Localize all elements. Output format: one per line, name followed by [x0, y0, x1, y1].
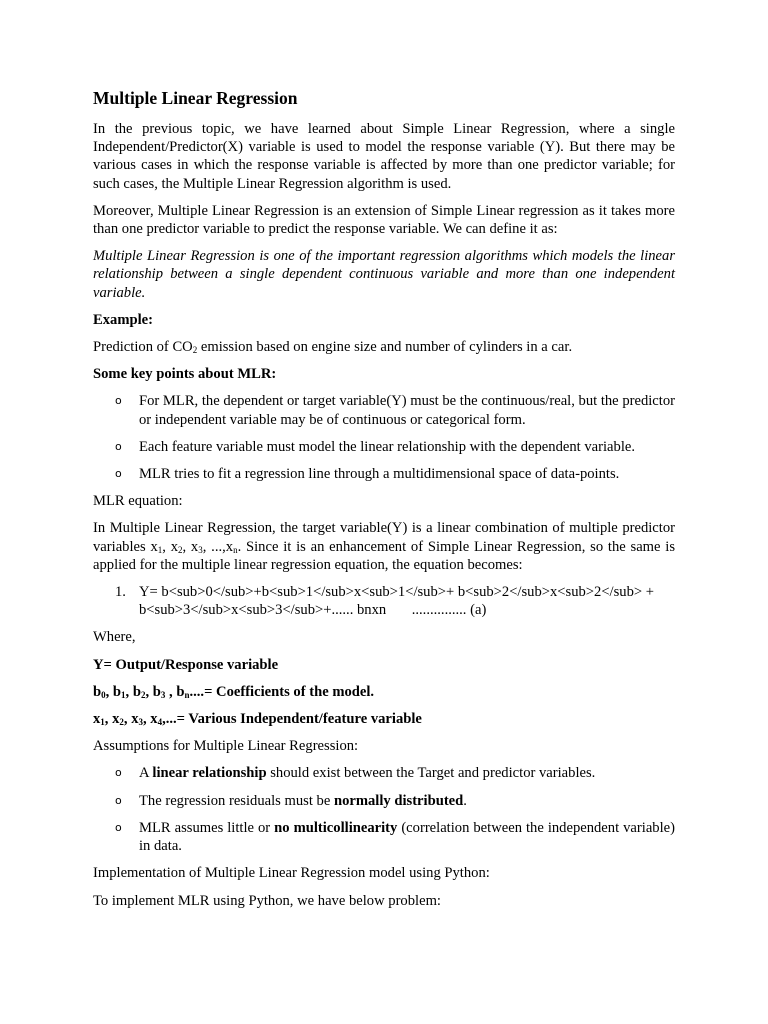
- subscript: 2: [140, 689, 146, 700]
- assumptions-label: Assumptions for Multiple Linear Regression:: [93, 738, 359, 755]
- bullet-icon: o: [115, 820, 122, 834]
- bullet-icon: o: [115, 439, 122, 453]
- equation-intro-paragraph: [93, 519, 675, 574]
- x-def-text: ,...= Various Independent/feature variable: [162, 711, 422, 728]
- example-text-after: emission based on engine size and number of cylinders in a car.: [197, 339, 573, 356]
- list-item: [93, 819, 675, 855]
- coef-text: ....= Coefficients of the model.: [189, 683, 375, 700]
- subscript: 3: [198, 544, 203, 555]
- bullet-icon: o: [115, 766, 122, 780]
- assumption-text: (correlation between the independent variable) in data.: [139, 819, 675, 855]
- example-subscript: 2: [192, 345, 198, 356]
- x-def-text: , x: [142, 711, 158, 728]
- list-item: [93, 465, 675, 483]
- subscript: n: [233, 544, 238, 555]
- list-item: [93, 392, 675, 428]
- subscript: 1: [157, 544, 163, 555]
- list-item: [93, 792, 675, 810]
- key-points-list: [93, 392, 675, 483]
- subscript: 3: [160, 689, 166, 700]
- coef-text: , b: [145, 683, 161, 700]
- coef-text: , b: [165, 683, 185, 700]
- x-def-text: , x: [104, 711, 120, 728]
- bullet-icon: o: [115, 793, 122, 807]
- assumption-text: .: [463, 792, 467, 809]
- subscript: 4: [157, 717, 163, 728]
- equation-intro-text: , x: [162, 538, 178, 555]
- assumption-text: The regression residuals must be: [139, 792, 334, 809]
- definition-paragraph: Multiple Linear Regression is one of the important regression algorithms which models the linear relationship between a single dependent continuous variable and more than one independent variable.: [93, 248, 675, 301]
- coef-text: , b: [125, 683, 141, 700]
- list-item-text: MLR tries to fit a regression line through a multidimensional space of data-points.: [139, 466, 620, 483]
- list-item-text: Each feature variable must model the linear relationship with the dependent variable.: [139, 438, 635, 455]
- implementation-label: Implementation of Multiple Linear Regression model using Python:: [93, 865, 490, 882]
- assumption-emphasis: linear relationship: [152, 765, 267, 782]
- page-title: Multiple Linear Regression: [93, 88, 298, 108]
- subscript: 0: [101, 689, 106, 700]
- x-def-text: x: [93, 711, 101, 728]
- intro-paragraph-1: In the previous topic, we have learned about Simple Linear Regression, where a single Independent/Predictor(X) variable is used to model the response variable (Y). But there may be various cases in which the response variable is affected by more than one predictor variable; for such cases, the Multiple Linear Regression algorithm is used.: [93, 121, 675, 192]
- assumption-text: MLR assumes little or: [139, 819, 275, 836]
- document-page: [93, 86, 675, 919]
- example-paragraph: [93, 338, 675, 356]
- equation-intro-text: , ...,x: [202, 538, 234, 555]
- mlr-equation-label: MLR equation:: [93, 493, 183, 510]
- key-points-heading: Some key points about MLR:: [93, 366, 277, 383]
- subscript: 1: [100, 717, 105, 728]
- bullet-icon: o: [115, 394, 122, 408]
- coef-text: b: [93, 683, 102, 700]
- equation-item: [93, 583, 675, 619]
- where-label: Where,: [93, 629, 136, 646]
- example-text-before: Prediction of CO: [93, 339, 193, 356]
- subscript: 1: [121, 689, 126, 700]
- coefficients-definition: [93, 683, 675, 701]
- assumptions-list: [93, 764, 675, 855]
- assumption-emphasis: normally distributed: [333, 792, 464, 809]
- equation-intro-text: , x: [182, 538, 199, 555]
- x-def-text: , x: [123, 711, 139, 728]
- example-heading: Example:: [93, 311, 153, 328]
- y-definition: Y= Output/Response variable: [93, 656, 279, 673]
- coef-text: , b: [105, 683, 122, 700]
- subscript: 3: [138, 717, 143, 728]
- bullet-icon: o: [115, 467, 122, 481]
- assumption-text: should exist between the Target and predictor variables.: [266, 765, 596, 782]
- problem-label: To implement MLR using Python, we have below problem:: [93, 892, 441, 909]
- equation-intro-text: . Since it is an enhancement of Simple Linear Regression, so the same is applied for the multiple linear regression equation, the equation becomes:: [93, 538, 676, 573]
- subscript: n: [184, 689, 190, 700]
- subscript: 2: [178, 544, 183, 555]
- assumption-emphasis: no multicollinearity: [274, 819, 398, 836]
- list-item: [93, 764, 675, 782]
- intro-paragraph-2: Moreover, Multiple Linear Regression is an extension of Simple Linear regression as it takes more than one predictor variable to predict the response variable. We can define it as:: [93, 202, 675, 238]
- subscript: 2: [119, 717, 124, 728]
- equation-number: 1.: [115, 584, 126, 601]
- equation-list: [93, 583, 675, 619]
- assumption-text: A: [139, 765, 153, 782]
- x-definition: [93, 710, 675, 728]
- equation-intro-text: In Multiple Linear Regression, the target variable(Y) is a linear combination of multiple predictor variables x: [93, 520, 675, 555]
- list-item: [93, 438, 675, 456]
- equation-text: Y= b<sub>0</sub>+b<sub>1</sub>x<sub>1</sub>+ b<sub>2</sub>x<sub>2</sub> + b<sub>3</sub>x<sub>3</sub>+...... bnxn ............... (a): [139, 584, 658, 619]
- list-item-text: For MLR, the dependent or target variable(Y) must be the continuous/real, but the predictor or independent variable may be of continuous or categorical form.: [139, 393, 675, 428]
